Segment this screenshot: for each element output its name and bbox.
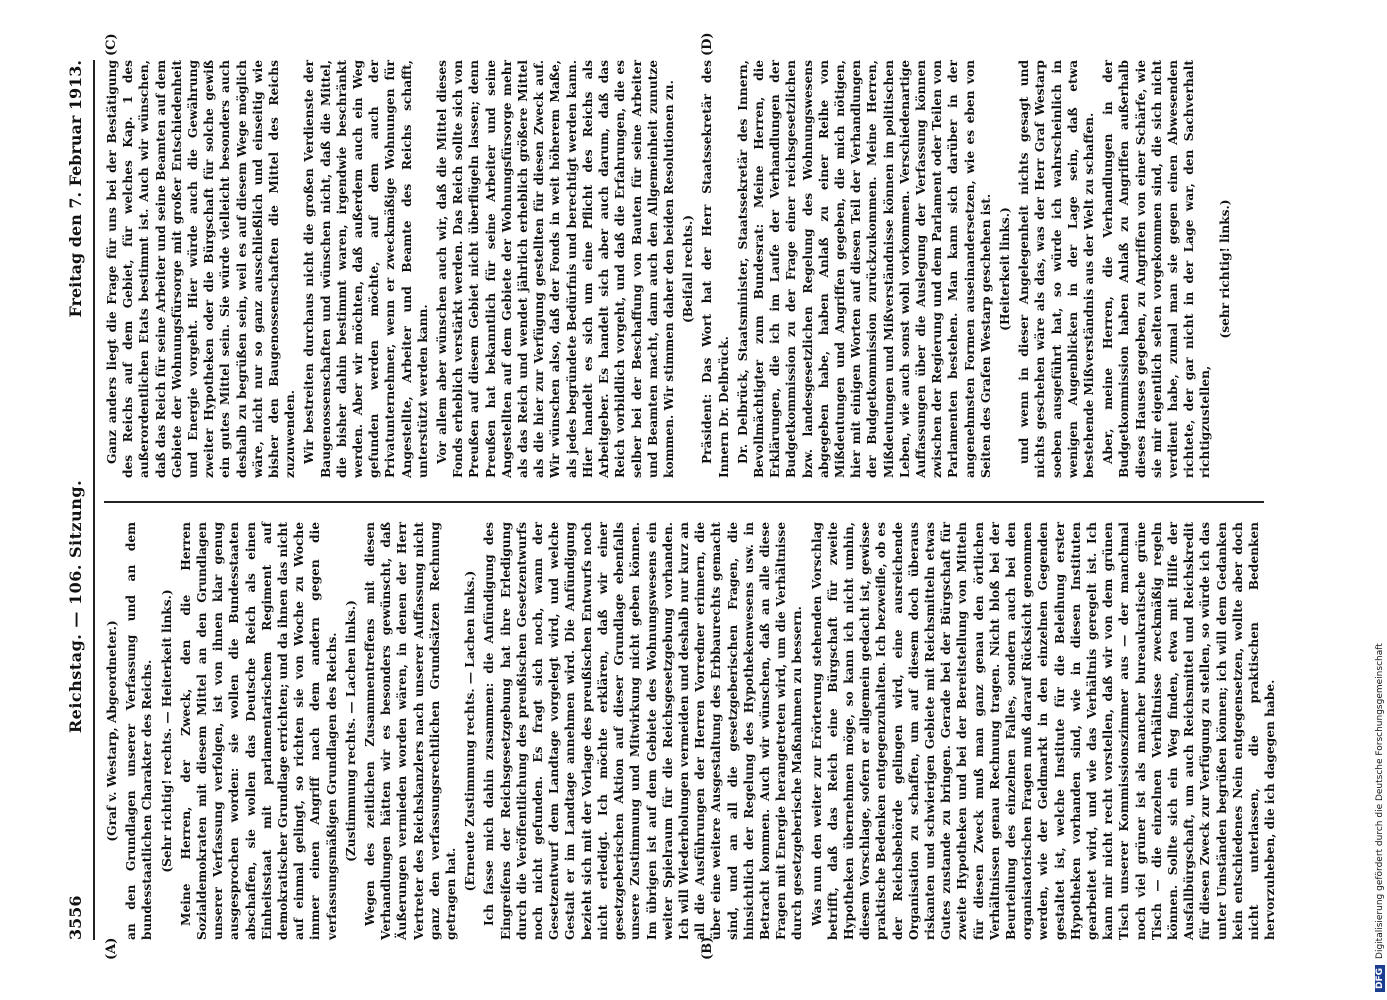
page-date: Freitag den 7. Februar 1913.	[65, 60, 85, 318]
paragraph: Präsident: Das Wort hat der Herr Staatssekretär des Innern Dr. Delbrück.	[700, 60, 731, 478]
left-column	[104, 522, 1314, 940]
margin-marker-a: (A)	[104, 937, 119, 960]
margin-marker-b: (B)	[700, 936, 715, 960]
paragraph: Wegen des zeitlichen Zusammentreffens mit diesen Verhandlungen hätten wir es besonders gewünscht, daß Äußerungen vermieden worden wären, in denen der Herr Vertreter des Reichskanzlers nach unserer Auffassung nicht ganz den verfassungsrechtlichen Grundsätzen Rechnung getragen hat.	[363, 522, 459, 940]
paragraph: (Beifall rechts.)	[681, 214, 696, 324]
paragraph: (Heiterkeit links.)	[997, 207, 1012, 331]
page-header	[60, 60, 90, 940]
paragraph: (Sehr richtig! rechts. — Heiterkeit links.)	[159, 589, 174, 873]
paragraph: an den Grundlagen unserer Verfassung und an dem bundesstaatlichen Charakter des Reichs.	[124, 522, 155, 940]
dfg-logo: DFG	[1375, 965, 1385, 992]
page-title: Reichstag. — 106. Sitzung.	[65, 479, 85, 734]
header-rule	[93, 60, 95, 940]
paragraph: Ganz anders liegt die Frage für uns bei der Bestätigung des Reichs auf dem Gebiet, für welches Kap. 1 des außerordentlichen Etats bestimmt ist. Auch wir wünschen, daß das Reich für seine Arbeiter und seine Beamten auf dem Gebiete der Wohnungsfürsorge mit großer Entschiedenheit und Energie vorgeht. Hier würde auch die Gewährung zweiter Hypotheken oder die Bürgschaft für solche gewiß ein gutes Mittel sein. Sie würde vielleicht besonders auch deshalb zu begrüßen sein, weil es auf diesem Wege möglich wäre, nicht nur so ganz ausschließlich und einseitig wie bisher den Baugenossenschaften die Mittel des Reichs zuzuwenden.	[105, 60, 298, 478]
column-divider	[104, 501, 1264, 503]
margin-marker-c: (C)	[104, 33, 119, 56]
right-column	[104, 60, 1314, 478]
paragraph: (sehr richtig! links.)	[1217, 199, 1232, 339]
digitization-credit	[1375, 12, 1387, 992]
paragraph: Vor allem aber wünschen auch wir, daß die Mittel dieses Fonds erheblich verstärkt werden. Das Reich sollte sich von Preußen auf diesem Gebiet nicht überflügeln lassen; denn Preußen hat bekanntlich für seine Arbeiter und seine Angestellten auf dem Gebiete der Wohnungsfürsorge mehr als das Reich und wendet jährlich erheblich größere Mittel als die hier zur Verfügung gestellten für diesen Zweck auf. Wir wünschen also, daß der Fonds in weit höherem Maße, als jedes begründete Bedürfnis und berechtigt werden kann. Hier handelt es sich um eine Pflicht des Reichs als Arbeitgeber. Es handelt sich aber auch darum, daß das Reich vorbildlich vorgeht, und daß die Erfahrungen, die es selber bei der Beschaffung von Bauten für seine Arbeiter und Beamten macht, dann auch den Allgemeinheit zunutze kommen. Wir stimmen daher den beiden Resolutionen zu.	[435, 60, 676, 478]
paragraph: Wir bestreiten durchaus nicht die großen Verdienste der Baugenossenschaften und wünschen nicht, daß die Mittel, die bisher dahin bestimmt waren, irgendwie beschränkt werden. Aber wir möchten, daß außerdem auch ein Weg gefunden werden möchte, auf dem auch der Privatunternehmer, wenn er zweckmäßige Wohnungen für Angestellte, Arbeiter und Beamte des Reichs schafft, unterstützt werden kann.	[302, 60, 430, 478]
paragraph: Dr. Delbrück, Staatsminister, Staatssekretär des Innern, Bevollmächtigter zum Bundesrat: Meine Herren, die Erklärungen, die ich im Laufe der Verhandlungen der Budgetkommission zu der Frage einer reichsgesetzlichen bzw. landesgesetzlichen Regelung des Wohnungswesens abgegeben habe, haben Anlaß zu einer Reihe von Mißdeutungen und Angriffen gegeben, die mich nötigen, hier mit einigen Worten auf diesen Teil der Verhandlungen der Budgetkommission zurückzukommen. Meine Herren, Mißdeutungen und Mißverständnisse können im politischen Leben, wie auch sonst wohl vorkommen. Verschiedenartige Auffassungen über die Auslegung der Verfassung können zwischen der Regierung und dem Parlament oder Teilen von Parlamenten bestehen. Man kann sich darüber in der angenehmsten Formen auseinandersetzen, wie es eben von Seiten des Grafen Westarp geschehen ist.	[735, 60, 993, 478]
paragraph: (Zustimmung rechts. — Lachen links.)	[343, 600, 358, 862]
margin-marker-d: (D)	[700, 32, 715, 56]
paragraph: Meine Herren, der Zweck, den die Herren Sozialdemokraten mit diesem Mittel an den Grundlagen unserer Verfassung verfolgen, ist von ihnen klar genug ausgesprochen worden: sie wollen die Bundesstaaten abschaffen, sie wollen das Deutsche Reich als einen Einheitsstaat mit parlamentarischem Regiment auf demokratischer Grundlage errichten; und da ihnen das nicht auf einmal gelingt, so richten sie von Woche zu Woche immer einen Angriff nach dem andern gegen die verfassungsmäßigen Grundlagen des Reichs.	[178, 522, 339, 940]
paragraph: Aber, meine Herren, die Verhandlungen in der Budgetkommission haben Anlaß zu Angriffen außerhalb dieses Hauses gegeben, zu Angriffen von einer Schärfe, wie sie mir eigentlich selten vorgekommen sind, die sich nicht verdient habe, zumal man sie gegen einen Abwesenden richtete, der gar nicht in der Lage war, den Sachverhalt richtigzustellen,	[1101, 60, 1213, 478]
paragraph: (Graf v. Westarp, Abgeordneter.)	[105, 620, 119, 842]
paragraph: Ich fasse mich dahin zusammen: die Anfündigung des Eingreifens der Reichsgesetzgebung hat ihre Erledigung durch die Veröffentlichung des preußischen Gesetzentwurfs noch nicht gefunden. Es fragt sich noch, wann der Gesetzentwurf dem Landtage vorgelegt wird, und welche Gestalt er im Landtage annehmen wird. Die Anfündigung bezieht sich mit der Vorlage des preußischen Entwurfs noch nicht erledigt. Ich möchte erklären, daß wir einer gesetzgeberischen Aktion auf dieser Grundlage ebenfalls unsere Zustimmung und Mitwirkung nicht geben können. Im übrigen ist auf dem Gebiete des Wohnungswesens ein weiter Spielraum für die Reichsgesetzgebung vorhanden. Ich will Wiederholungen vermeiden und deshalb nur kurz an all die Ausführungen der Herren Vorredner erinnern, die über eine weitere Ausgestaltung des Erbbaurechts gemacht sind, und an all die gesetzgeberischen Fragen, die hinsichtlich der Regelung des Hypothekenwesens usw. in Betracht kommen. Auch wir wünschen, daß an alle diese Fragen mit Energie herangetreten wird, um die Verhältnisse durch gesetzgeberische Maßnahmen zu bessern.	[482, 522, 805, 940]
paragraph: (Erneute Zustimmung rechts. — Lachen links.)	[463, 570, 478, 892]
page-number: 3556	[65, 895, 85, 940]
paragraph: Was nun den weiter zur Erörterung stehenden Vorschlag betrifft, daß das Reich eine Bürgschaft für zweite Hypotheken übernehmen möge, so kann ich nicht umhin, diesem Vorschlage, sofern er allgemein gedacht ist, gewisse praktische Bedenken entgegenzuhalten. Ich bezweifle, ob es der Reichsbehörde gelingen wird, eine ausreichende Organisation zu schaffen, um auf diesem doch überaus riskanten und schwierigen Gebiete mit Reichsmitteln etwas Gutes zustande zu bringen. Gerade bei der Bürgschaft für zweite Hypotheken und bei der Bereitstellung von Mitteln für diesen Zweck muß man ganz genau den örtlichen Verhältnissen genau Rechnung tragen. Nicht bloß bei der Beurteilung des einzelnen Falles, sondern auch bei den organisatorischen Fragen muß darauf Rücksicht genommen werden, wie der Geldmarkt in den einzelnen Gegenden gestaltet ist, welche Institute für die Beleihung erster Hypotheken vorhanden sind, wie in diesen Instituten gearbeitet wird, und wie das Verhältnis geregelt ist. Ich kann mir nicht recht vorstellen, daß wir von dem grünen Tisch unserer Kommissionszimmer aus — der manchmal noch viel grüner ist als mancher bureaukratische grüne Tisch — die einzelnen Verhältnisse zweckmäßig regeln können. Sollte sich ein Weg finden, etwa mit Hilfe der Ausfallbürgschaft, um auch Reichsmittel und Reichskredit für diesen Zweck zur Verfügung zu stellen, so würde ich das unter Umständen begrüßen können; ich will dem Gedanken kein entschiedenes Nein entgegensetzen, wollte aber doch nicht unterlassen, die praktischen Bedenken hervorzuheben, die ich dagegen habe.	[809, 522, 1278, 940]
paragraph: und wenn in dieser Angelegenheit nichts gesagt und nichts geschehen wäre als das, was der Herr Graf Westarp soeben ausgeführt hat, so würde ich wahrscheinlich in wenigen Augenblicken in der Lage sein, daß etwa bestehende Mißverständnis aus der Welt zu schaffen.	[1017, 60, 1096, 478]
credit-text: Digitalisierung gefördert durch die Deutsche Forschungsgemeinschaft	[1375, 643, 1385, 959]
